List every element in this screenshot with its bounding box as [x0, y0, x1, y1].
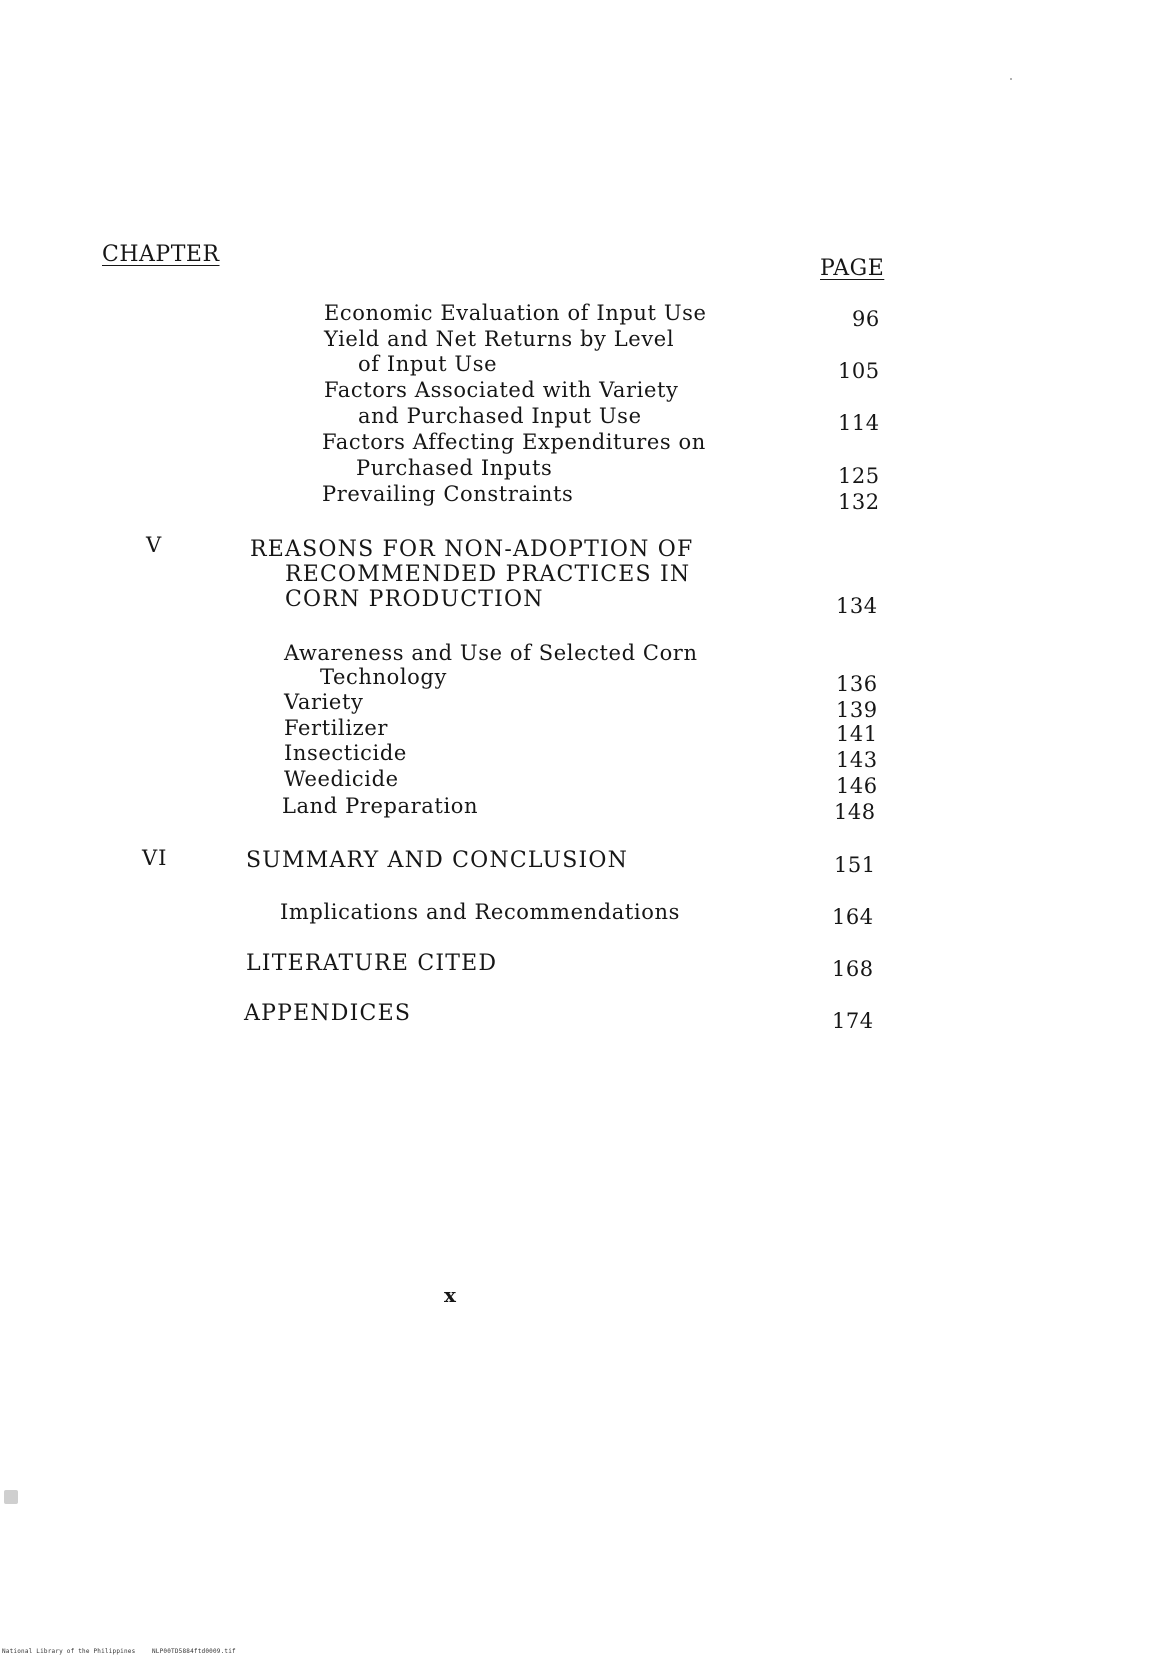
chapter-title-line: REASONS FOR NON-ADOPTION OF [250, 537, 694, 562]
scan-speck [4, 1490, 18, 1504]
toc-entry-text: Technology [320, 665, 447, 689]
chapter-page: 134 [836, 594, 878, 618]
toc-entry-page: 132 [838, 490, 880, 514]
toc-entry-text: and Purchased Input Use [358, 404, 642, 428]
toc-entry-page: 164 [832, 905, 874, 929]
toc-entry-page: 125 [838, 464, 880, 488]
toc-entry-text: Factors Associated with Variety [324, 378, 679, 402]
footer-filename: NLP00TD5884ftd0009.tif [152, 1648, 236, 1655]
back-matter-page: 168 [832, 957, 874, 981]
toc-entry-page: 148 [834, 800, 876, 824]
toc-entry-text: of Input Use [358, 352, 498, 376]
toc-entry-page: 139 [836, 698, 878, 722]
toc-entry-text: Insecticide [284, 741, 407, 765]
chapter-title-line: CORN PRODUCTION [285, 587, 544, 612]
toc-entry-text: Variety [284, 690, 364, 714]
back-matter-page: 174 [832, 1009, 874, 1033]
toc-entry-text: Purchased Inputs [356, 456, 553, 480]
chapter-title-line: RECOMMENDED PRACTICES IN [285, 562, 691, 587]
page-folio: x [444, 1283, 456, 1307]
toc-entry-text: Prevailing Constraints [322, 482, 574, 506]
page-column-header: PAGE [820, 256, 885, 281]
toc-entry-page: 105 [838, 359, 880, 383]
toc-entry-text: Weedicide [284, 767, 399, 791]
chapter-numeral: VI [142, 846, 168, 870]
back-matter-title: LITERATURE CITED [246, 951, 498, 976]
toc-entry-text: Yield and Net Returns by Level [324, 327, 675, 351]
footer-library: National Library of the Philippines [2, 1648, 136, 1655]
back-matter-title: APPENDICES [244, 1001, 412, 1026]
toc-entry-text: Factors Affecting Expenditures on [322, 430, 706, 454]
toc-entry-text: Economic Evaluation of Input Use [324, 301, 707, 325]
toc-entry-text: Implications and Recommendations [280, 900, 680, 924]
toc-entry-page: 96 [852, 307, 880, 331]
scan-speck [1010, 78, 1012, 80]
chapter-page: 151 [834, 853, 876, 877]
toc-entry-page: 146 [836, 774, 878, 798]
toc-entry-page: 143 [836, 748, 878, 772]
toc-entry-page: 136 [836, 672, 878, 696]
toc-entry-text: Awareness and Use of Selected Corn [284, 641, 698, 665]
toc-entry-page: 141 [836, 722, 878, 746]
toc-entry-text: Fertilizer [284, 716, 389, 740]
chapter-title: SUMMARY AND CONCLUSION [246, 848, 629, 873]
chapter-numeral: V [146, 533, 163, 557]
toc-entry-page: 114 [838, 411, 880, 435]
chapter-column-header: CHAPTER [102, 242, 220, 267]
toc-entry-text: Land Preparation [282, 794, 479, 818]
